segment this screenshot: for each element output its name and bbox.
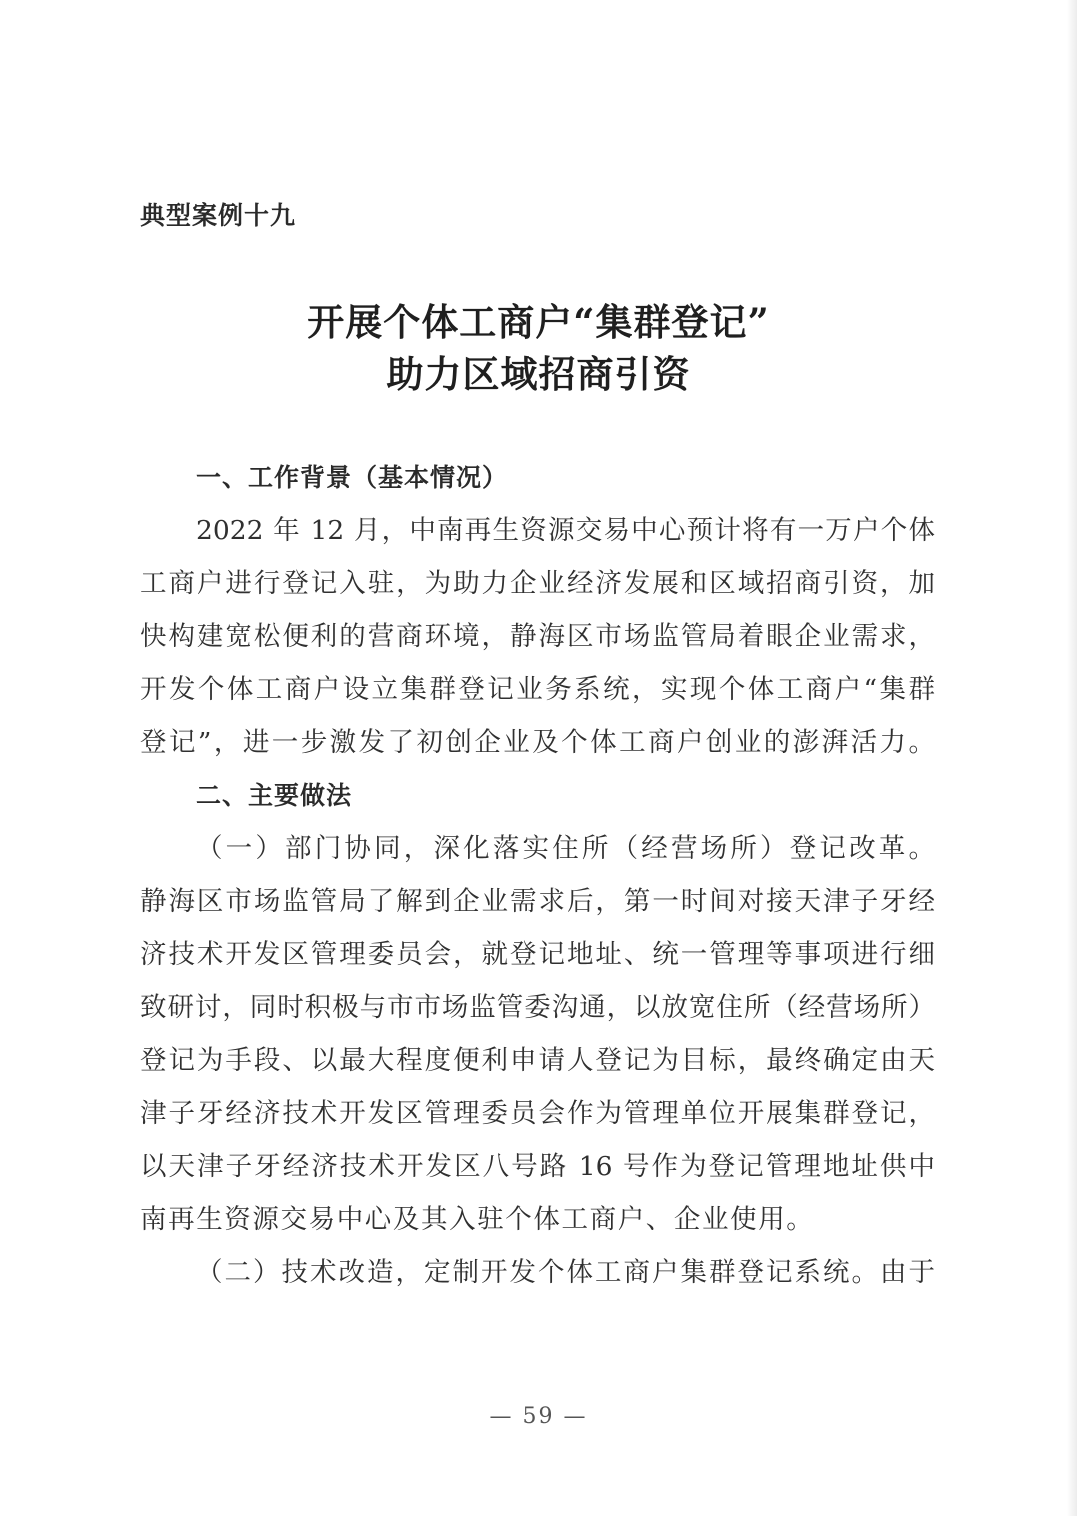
section-1-paragraph-line: 登记”，进一步激发了初创企业及个体工商户创业的澎湃活力。 (140, 727, 935, 758)
case-label: 典型案例十九 (140, 201, 297, 230)
page-number: — 59 — (489, 1404, 588, 1429)
subsection-1-paragraph-line: 静海区市场监管局了解到企业需求后，第一时间对接天津子牙经 (140, 886, 935, 917)
section-1-paragraph-line: 开发个体工商户设立集群登记业务系统，实现个体工商户“集群 (140, 674, 935, 705)
section-2-heading: 二、主要做法 (196, 781, 353, 810)
section-1-paragraph-line: 快构建宽松便利的营商环境，静海区市场监管局着眼企业需求， (140, 621, 935, 652)
page-edge (1067, 0, 1077, 1516)
section-1-paragraph-line: 工商户进行登记入驻，为助力企业经济发展和区域招商引资，加 (140, 568, 935, 599)
subsection-2-heading-line: （二）技术改造，定制开发个体工商户集群登记系统。由于 (196, 1257, 935, 1288)
subsection-1-paragraph-line: 津子牙经济技术开发区管理委员会作为管理单位开展集群登记， (140, 1098, 935, 1129)
subsection-1-heading-line: （一）部门协同，深化落实住所（经营场所）登记改革。 (196, 833, 935, 864)
section-1-paragraph-line: 2022 年 12 月，中南再生资源交易中心预计将有一万户个体 (196, 515, 935, 546)
subsection-1-paragraph-line: 以天津子牙经济技术开发区八号路 16 号作为登记管理地址供中 (140, 1151, 935, 1182)
document-title-line-1: 开展个体工商户“集群登记” (307, 300, 770, 344)
subsection-1-paragraph-line: 济技术开发区管理委员会，就登记地址、统一管理等事项进行细 (140, 939, 935, 970)
subsection-1-paragraph-line: 登记为手段、以最大程度便利申请人登记为目标，最终确定由天 (140, 1045, 935, 1076)
subsection-1-paragraph-line: 致研讨，同时积极与市市场监管委沟通，以放宽住所（经营场所） (140, 992, 935, 1023)
section-1-heading: 一、工作背景（基本情况） (196, 463, 509, 492)
document-title-line-2: 助力区域招商引资 (386, 352, 691, 396)
subsection-1-paragraph-line: 南再生资源交易中心及其入驻个体工商户、企业使用。 (140, 1204, 815, 1235)
